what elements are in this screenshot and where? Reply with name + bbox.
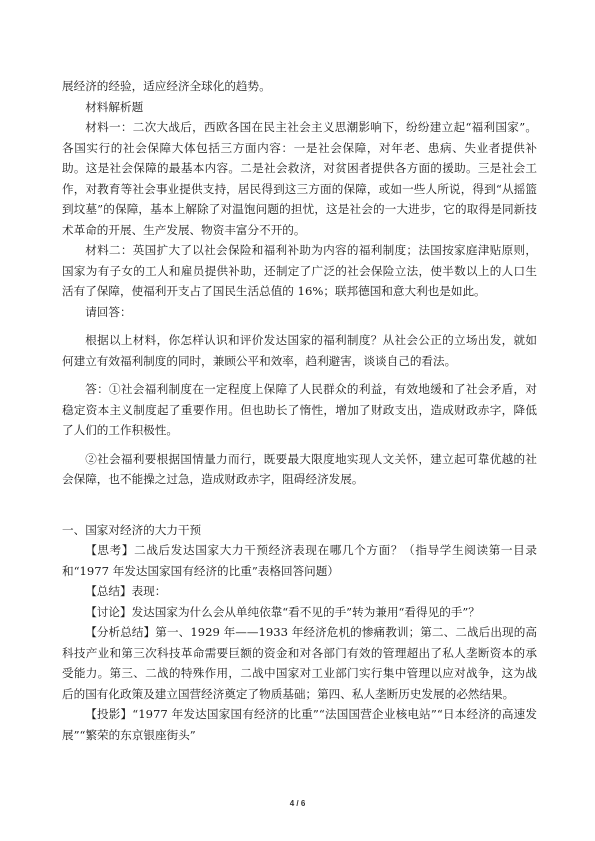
paragraph-material-two: 材料二：英国扩大了以社会保险和福利补助为内容的福利制度；法国按家庭津贴原则，国家为有子女的工人和雇员提供补助，还制定了广泛的社会保险立法，使半数以上的人口生活有了保障，使福利开支占了国民生活总值的 16%；联邦德国和意大利也是如此。 — [62, 243, 537, 298]
paragraph-discussion: 【讨论】发达国家为什么会从单纯依靠“看不见的手”转为兼用“看得见的手”？ — [85, 604, 480, 619]
section-heading-material-analysis: 材料解析题 — [85, 99, 144, 114]
paragraph-answer-one: 答：①社会福利制度在一定程度上保障了人民群众的利益，有效地缓和了社会矛盾，对稳定资本主义制度起了重要作用。但也助长了惰性，增加了财政支出，造成财政赤字，降低了人们的工作积极性。 — [62, 382, 537, 437]
paragraph-projection: 【投影】“1977 年发达国家国有经济的比重”“法国国营企业核电站”“日本经济的高速发展”“繁荣的东京银座街头” — [62, 707, 537, 742]
paragraph-analysis-summary: 【分析总结】第一、1929 年——1933 年经济危机的惨痛教训；第二、二战后出现的高科技产业和第三次科技革命需要巨额的资金和对各部门有效的管理超出了私人垄断资本的承受能力。第三、二战的特殊作用，二战中国家对工业部门实行集中管理以应对战争，这为战后的国有化政策及建立国营经济奠定了物质基础；第四、私人垄断历史发展的必然结果。 — [62, 625, 537, 701]
paragraph-material-one: 材料一：二次大战后，西欧各国在民主社会主义思潮影响下，纷纷建立起“福利国家”。各国实行的社会保障大体包括三方面内容：一是社会保障，对年老、患病、失业者提供补助。这是社会保障的最基本内容。二是社会救济，对贫困者提供各方面的援助。三是社会工作，对教育等社会事业提供支持，居民得到这三方面的保障，或如一些人所说，得到“从摇篮到坟墓”的保障，基本上解除了对温饱问题的担忧，这是社会的一大进步，它的取得是同新技术革命的开展、生产发展、物资丰富分不开的。 — [62, 120, 537, 237]
paragraph-summary: 【总结】表现： — [85, 584, 167, 598]
page-number: 4 / 6 — [289, 799, 306, 808]
paragraph-answer-two: ②社会福利要根据国情量力而行，既要最大限度地实现人文关怀，建立起可靠优越的社会保障，也不能操之过急，造成财政赤字，阻碍经济发展。 — [62, 451, 537, 486]
section-heading-state-intervention: 一、国家对经济的大力干预 — [62, 522, 202, 537]
document-body — [62, 76, 537, 745]
paragraph-please-answer: 请回答： — [85, 304, 132, 319]
paragraph-question: 根据以上材料，你怎样认识和评价发达国家的福利制度？从社会公正的立场出发，就如何建立有效福利制度的同时，兼顾公平和效率，趋利避害，谈谈自己的看法。 — [62, 333, 537, 368]
paragraph-think: 【思考】二战后发达国家大力干预经济表现在哪几个方面？（指导学生阅读第一目录和“1977 年发达国家国有经济的比重”表格回答问题） — [62, 543, 537, 578]
paragraph-intro-continuation: 展经济的经验，适应经济全球化的趋势。 — [62, 79, 271, 93]
